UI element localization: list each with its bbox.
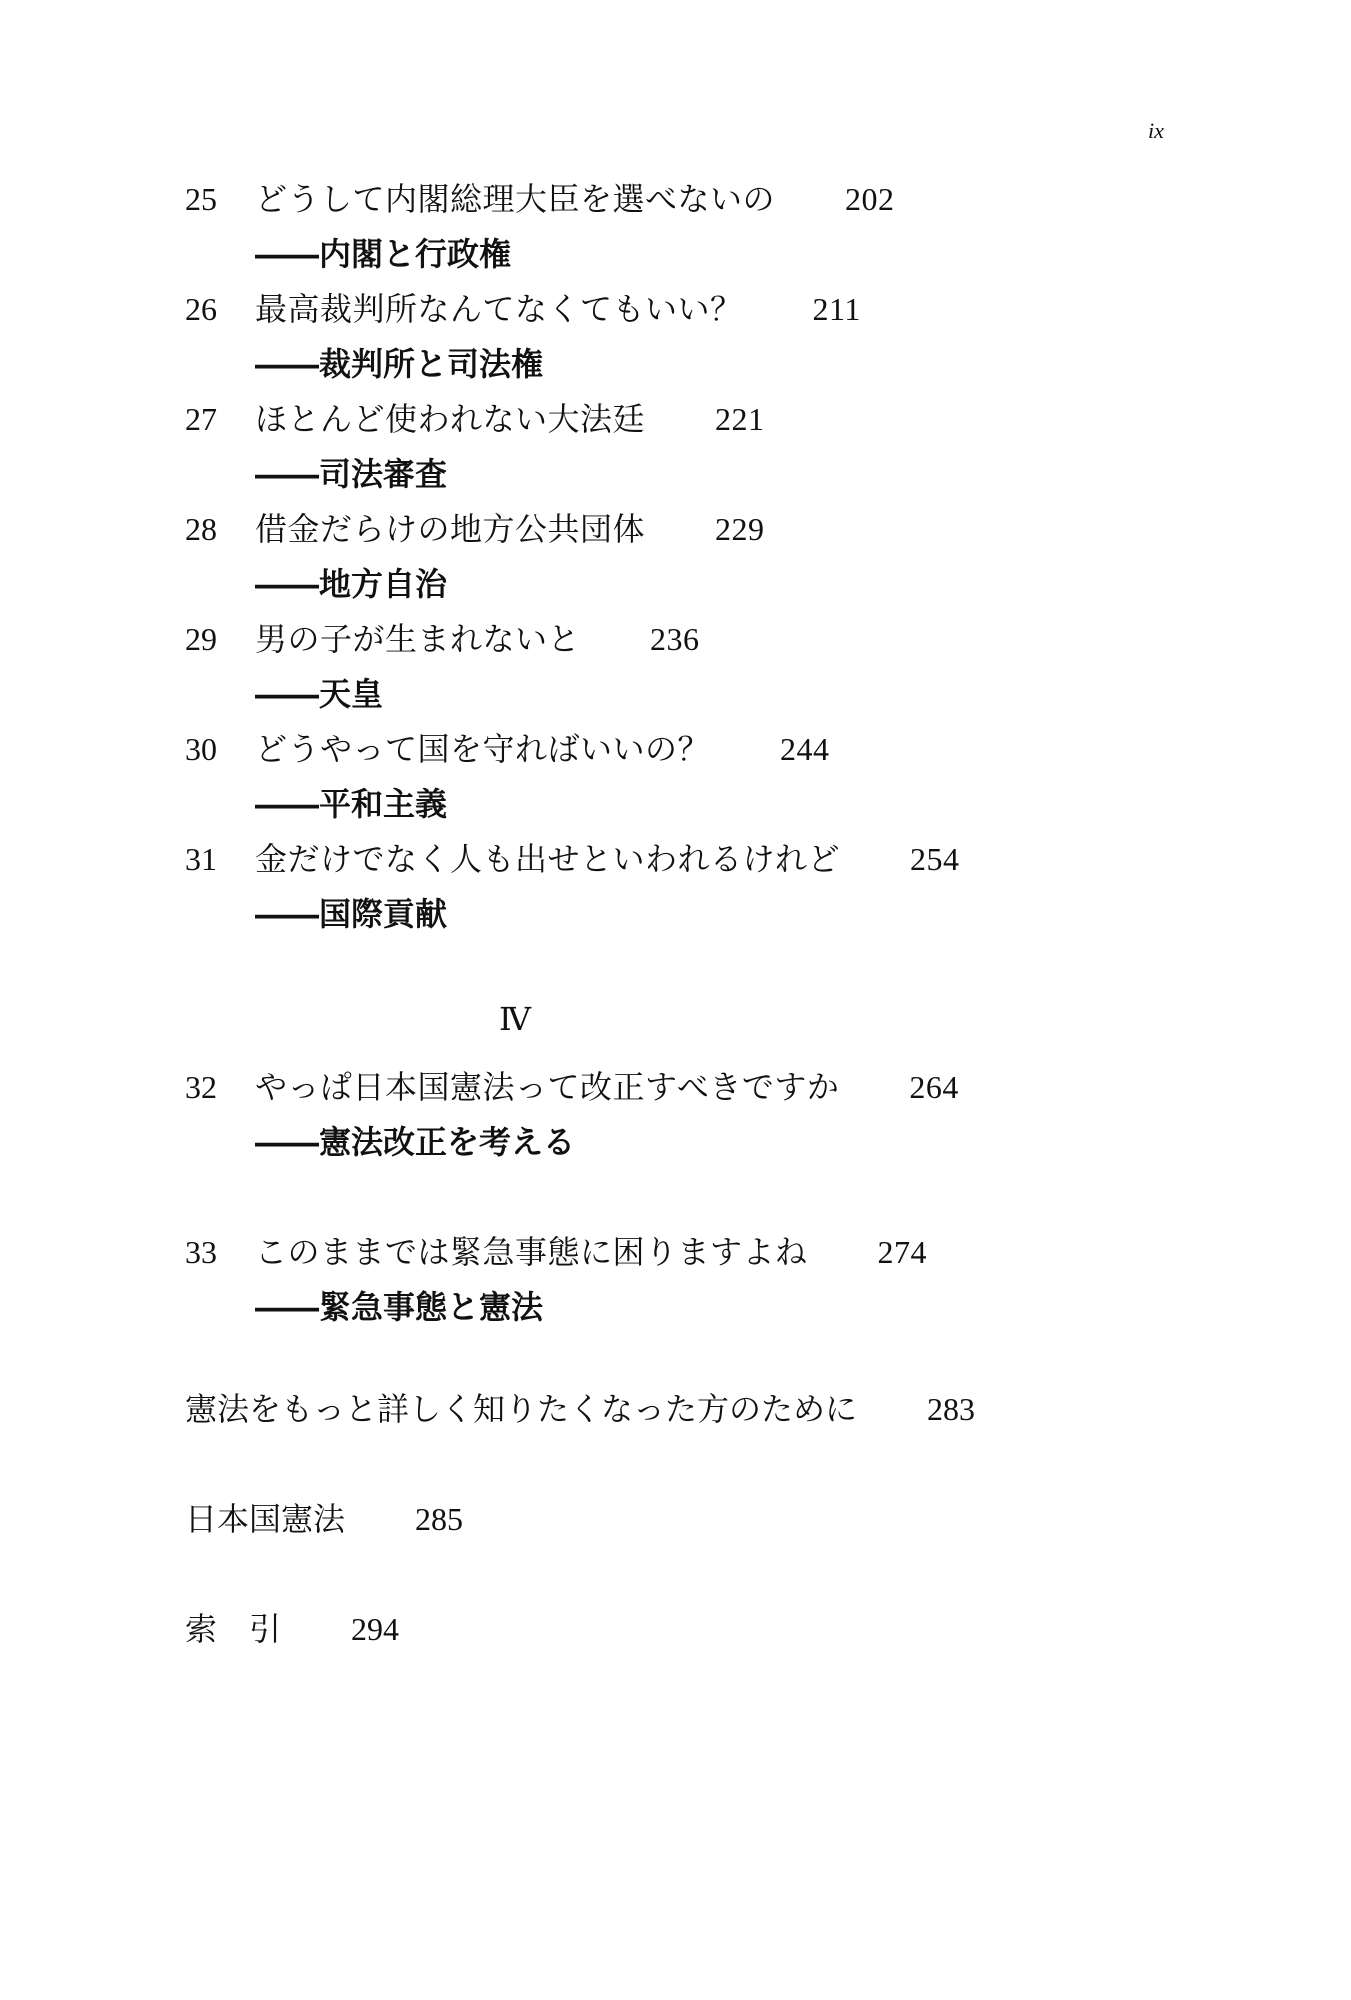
- entry-subtitle: ――裁判所と司法権: [255, 345, 544, 383]
- entry-title: 男の子が生まれないと 236: [255, 620, 700, 658]
- entry-number: 29: [185, 621, 217, 657]
- toc-entry-32[interactable]: [185, 1058, 1285, 1223]
- entry-subtitle: ――国際貢献: [255, 895, 448, 933]
- entry-page: 254: [910, 841, 960, 877]
- entry-subtitle: ――天皇: [255, 675, 384, 713]
- toc-entry-30[interactable]: [185, 720, 1285, 830]
- entry-title: やっぱ日本国憲法って改正すべきですか 264: [255, 1068, 959, 1106]
- entry-number: 31: [185, 841, 217, 877]
- back-matter-title: 索 引: [185, 1610, 282, 1648]
- entry-title: ほとんど使われない大法廷 221: [255, 400, 765, 438]
- entry-title: 金だけでなく人も出せといわれるけれど 254: [255, 840, 960, 878]
- entry-title: 借金だらけの地方公共団体 229: [255, 510, 765, 548]
- back-matter-further-reading[interactable]: [185, 1380, 975, 1438]
- entry-subtitle: ――緊急事態と憲法: [255, 1288, 544, 1326]
- entry-subtitle: ――平和主義: [255, 785, 448, 823]
- entry-number: 33: [185, 1234, 217, 1270]
- back-matter-page: 283: [927, 1391, 976, 1427]
- part-heading-iv: Ⅳ: [499, 1001, 531, 1037]
- entry-page: 264: [909, 1069, 959, 1105]
- table-of-contents-part-iv: [185, 1058, 1285, 1333]
- back-matter-title: 憲法をもっと詳しく知りたくなった方のために: [185, 1390, 858, 1428]
- toc-entry-26[interactable]: [185, 280, 1285, 390]
- table-of-contents: [185, 170, 1285, 940]
- entry-page: 236: [650, 621, 700, 657]
- entry-number: 30: [185, 731, 217, 767]
- entry-subtitle: ――司法審査: [255, 455, 448, 493]
- entry-page: 211: [812, 291, 861, 327]
- entry-number: 27: [185, 401, 217, 437]
- entry-subtitle: ――内閣と行政権: [255, 235, 512, 273]
- toc-entry-27[interactable]: [185, 390, 1285, 500]
- back-matter-title: 日本国憲法: [185, 1500, 346, 1538]
- back-matter-page: 285: [415, 1501, 464, 1537]
- entry-page: 274: [877, 1234, 928, 1270]
- back-matter-index[interactable]: [185, 1600, 399, 1658]
- entry-subtitle: ――憲法改正を考える: [255, 1123, 576, 1161]
- toc-entry-29[interactable]: [185, 610, 1285, 720]
- back-matter-page: 294: [351, 1611, 400, 1647]
- toc-entry-25[interactable]: [185, 170, 1285, 280]
- entry-title: 最高裁判所なんてなくてもいい？ 211: [255, 290, 861, 328]
- page-number: ix: [1148, 118, 1164, 143]
- entry-title: このままでは緊急事態に困りますよね 274: [255, 1233, 928, 1271]
- entry-title: どうやって国を守ればいいの？ 244: [255, 730, 830, 768]
- entry-page: 244: [780, 731, 830, 767]
- entry-subtitle: ――地方自治: [255, 565, 448, 603]
- entry-number: 32: [185, 1069, 217, 1105]
- toc-entry-33[interactable]: [185, 1223, 1285, 1333]
- entry-number: 28: [185, 511, 217, 547]
- entry-page: 229: [715, 511, 765, 547]
- toc-entry-31[interactable]: [185, 830, 1285, 940]
- back-matter-constitution[interactable]: [185, 1490, 463, 1548]
- entry-title: どうして内閣総理大臣を選べないの 202: [255, 180, 895, 218]
- entry-page: 202: [845, 181, 895, 217]
- entry-page: 221: [715, 401, 765, 437]
- entry-number: 26: [185, 291, 217, 327]
- toc-entry-28[interactable]: [185, 500, 1285, 610]
- entry-number: 25: [185, 181, 217, 217]
